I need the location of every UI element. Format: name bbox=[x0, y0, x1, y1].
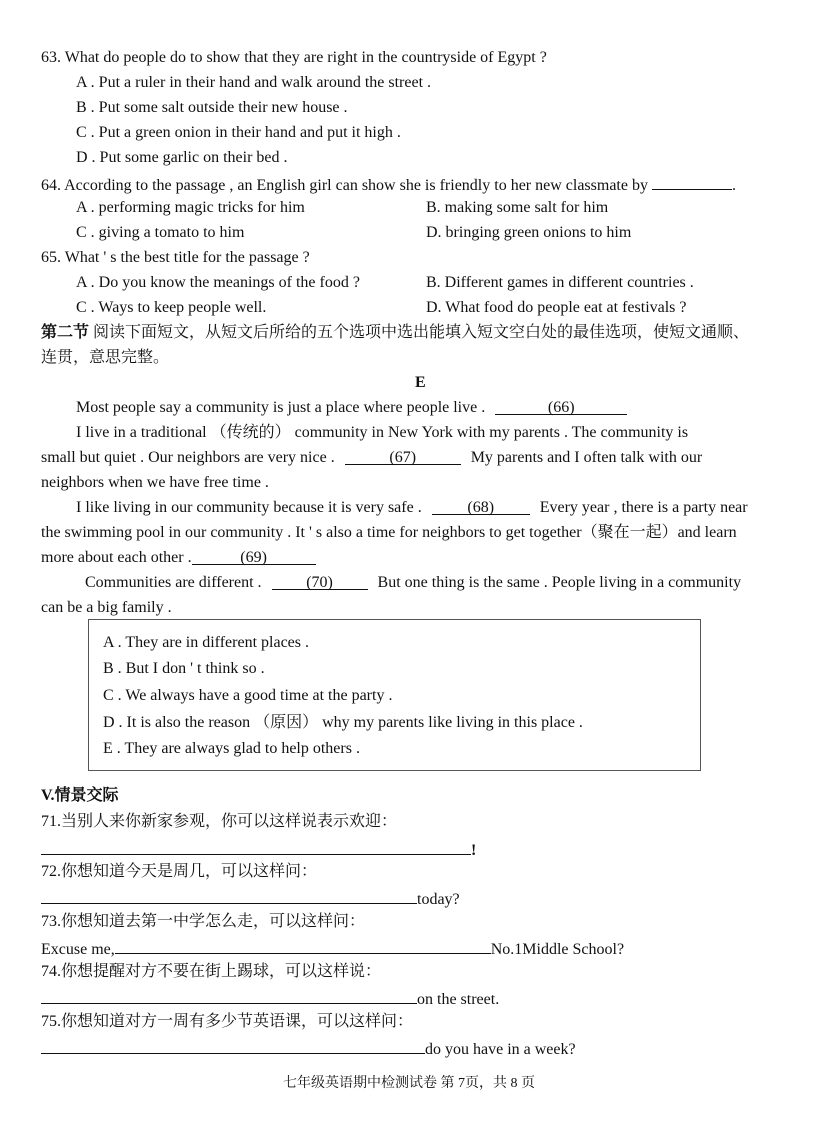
q74-answer-blank[interactable] bbox=[41, 987, 417, 1004]
q64-end: . bbox=[731, 177, 736, 194]
blank-70-label: (70) bbox=[306, 574, 333, 591]
passage-p2-line2 bbox=[41, 448, 702, 468]
passage-letter: E bbox=[415, 374, 426, 391]
page-footer: 七年级英语期中检测试卷 第 7页，共 8 页 bbox=[283, 1076, 535, 1091]
passage-p3b-text: Every year , there is a party near bbox=[539, 499, 748, 516]
q63-stem: 63. What do people do to show that they are right in the countryside of Egypt ? bbox=[41, 49, 547, 66]
q72-answer-line bbox=[41, 887, 460, 910]
option-d: D . It is also the reason （原因） why my parents like living in this place . bbox=[103, 714, 583, 731]
passage-p3-line2: the swimming pool in our community . It ' s also a time for neighbors to get together（聚在一起）and learn bbox=[41, 524, 737, 541]
q65-stem: 65. What ' s the best title for the passage ? bbox=[41, 249, 310, 266]
q74-answer-line bbox=[41, 987, 499, 1010]
passage-p2c-text: My parents and I often talk with our bbox=[470, 449, 703, 466]
option-c: C . We always have a good time at the party . bbox=[103, 687, 393, 704]
q63-option-c: C . Put a green onion in their hand and put it high . bbox=[76, 124, 401, 141]
q72-answer-blank[interactable] bbox=[41, 887, 417, 904]
passage-p2-line1: I live in a traditional （传统的） community in New York with my parents . The community is bbox=[76, 424, 689, 441]
blank-67-label: (67) bbox=[389, 449, 417, 466]
q65-option-c: C . Ways to keep people well. bbox=[76, 299, 267, 316]
q64-option-b: B. making some salt for him bbox=[426, 199, 609, 216]
q73-start: Excuse me, bbox=[41, 941, 115, 958]
blank-66[interactable] bbox=[495, 398, 627, 415]
q64-option-c: C . giving a tomato to him bbox=[76, 224, 245, 241]
blank-68[interactable] bbox=[432, 498, 530, 515]
q64-option-d: D. bringing green onions to him bbox=[426, 224, 632, 241]
section2-instr-line2: 连贯，意思完整。 bbox=[41, 349, 170, 366]
passage-p4a-text: Communities are different . bbox=[85, 574, 262, 591]
passage-p1-text: Most people say a community is just a place where people live . bbox=[76, 399, 486, 416]
blank-69[interactable] bbox=[192, 548, 316, 565]
section2-instr-line1: 阅读下面短文，从短文后所给的五个选项中选出能填入短文空白处的最佳选项，使短文通顺、 bbox=[93, 324, 750, 341]
passage-p4-line1 bbox=[85, 573, 741, 593]
blank-66-label: (66) bbox=[547, 399, 575, 416]
section2-instructions bbox=[41, 323, 749, 343]
option-a: A . They are in different places . bbox=[103, 634, 309, 651]
q75-end: do you have in a week? bbox=[425, 1041, 576, 1058]
passage-p4-line2: can be a big family . bbox=[41, 599, 172, 616]
blank-70[interactable] bbox=[272, 573, 368, 590]
q63-option-b: B . Put some salt outside their new house . bbox=[76, 99, 348, 116]
q72-end: today? bbox=[417, 891, 460, 908]
blank-67[interactable] bbox=[345, 448, 461, 465]
q71-end: ! bbox=[471, 842, 477, 859]
passage-p2-line3: neighbors when we have free time . bbox=[41, 474, 269, 491]
q64-stem-line bbox=[41, 173, 736, 196]
q75-answer-blank[interactable] bbox=[41, 1037, 425, 1054]
passage-p2b-text: small but quiet . Our neighbors are very nice . bbox=[41, 449, 335, 466]
option-b: B . But I don ' t think so . bbox=[103, 660, 265, 677]
q73-answer-line bbox=[41, 937, 624, 960]
section2-label: 第二节 bbox=[41, 324, 90, 341]
q75-answer-line bbox=[41, 1037, 576, 1060]
q72-prompt: 72.你想知道今天是周几，可以这样问： bbox=[41, 863, 318, 880]
q65-option-b: B. Different games in different countries . bbox=[426, 274, 694, 291]
q64-answer-blank[interactable] bbox=[652, 173, 732, 190]
q64-stem: 64. According to the passage , an English girl can show she is friendly to her new classmate by bbox=[41, 177, 648, 194]
passage-p3a-text: I like living in our community because it is very safe . bbox=[76, 499, 422, 516]
passage-p3d-text: more about each other . bbox=[41, 549, 192, 566]
q65-option-a: A . Do you know the meanings of the food ? bbox=[76, 274, 360, 291]
blank-69-label: (69) bbox=[240, 549, 267, 566]
blank-68-label: (68) bbox=[467, 499, 495, 516]
passage-p1 bbox=[76, 398, 627, 418]
passage-p3-line3 bbox=[41, 548, 316, 568]
q71-prompt: 71.当别人来你新家参观，你可以这样说表示欢迎： bbox=[41, 813, 398, 830]
q74-prompt: 74.你想提醒对方不要在街上踢球，可以这样说： bbox=[41, 963, 382, 980]
q63-option-d: D . Put some garlic on their bed . bbox=[76, 149, 288, 166]
q65-option-d: D. What food do people eat at festivals ? bbox=[426, 299, 687, 316]
passage-p3-line1 bbox=[76, 498, 748, 518]
q64-option-a: A . performing magic tricks for him bbox=[76, 199, 305, 216]
q73-prompt: 73.你想知道去第一中学怎么走，可以这样问： bbox=[41, 913, 366, 930]
option-e: E . They are always glad to help others . bbox=[103, 740, 360, 757]
q63-option-a: A . Put a ruler in their hand and walk around the street . bbox=[76, 74, 432, 91]
q73-end: No.1Middle School? bbox=[490, 941, 625, 958]
section5-title: V.情景交际 bbox=[41, 787, 119, 804]
q74-end: on the street. bbox=[417, 991, 500, 1008]
passage-p4b-text: But one thing is the same . People living in a community bbox=[377, 574, 742, 591]
q71-answer-blank[interactable] bbox=[41, 838, 471, 855]
q71-answer-line bbox=[41, 838, 476, 861]
q73-answer-blank[interactable] bbox=[115, 937, 491, 954]
q75-prompt: 75.你想知道对方一周有多少节英语课，可以这样问： bbox=[41, 1013, 414, 1030]
